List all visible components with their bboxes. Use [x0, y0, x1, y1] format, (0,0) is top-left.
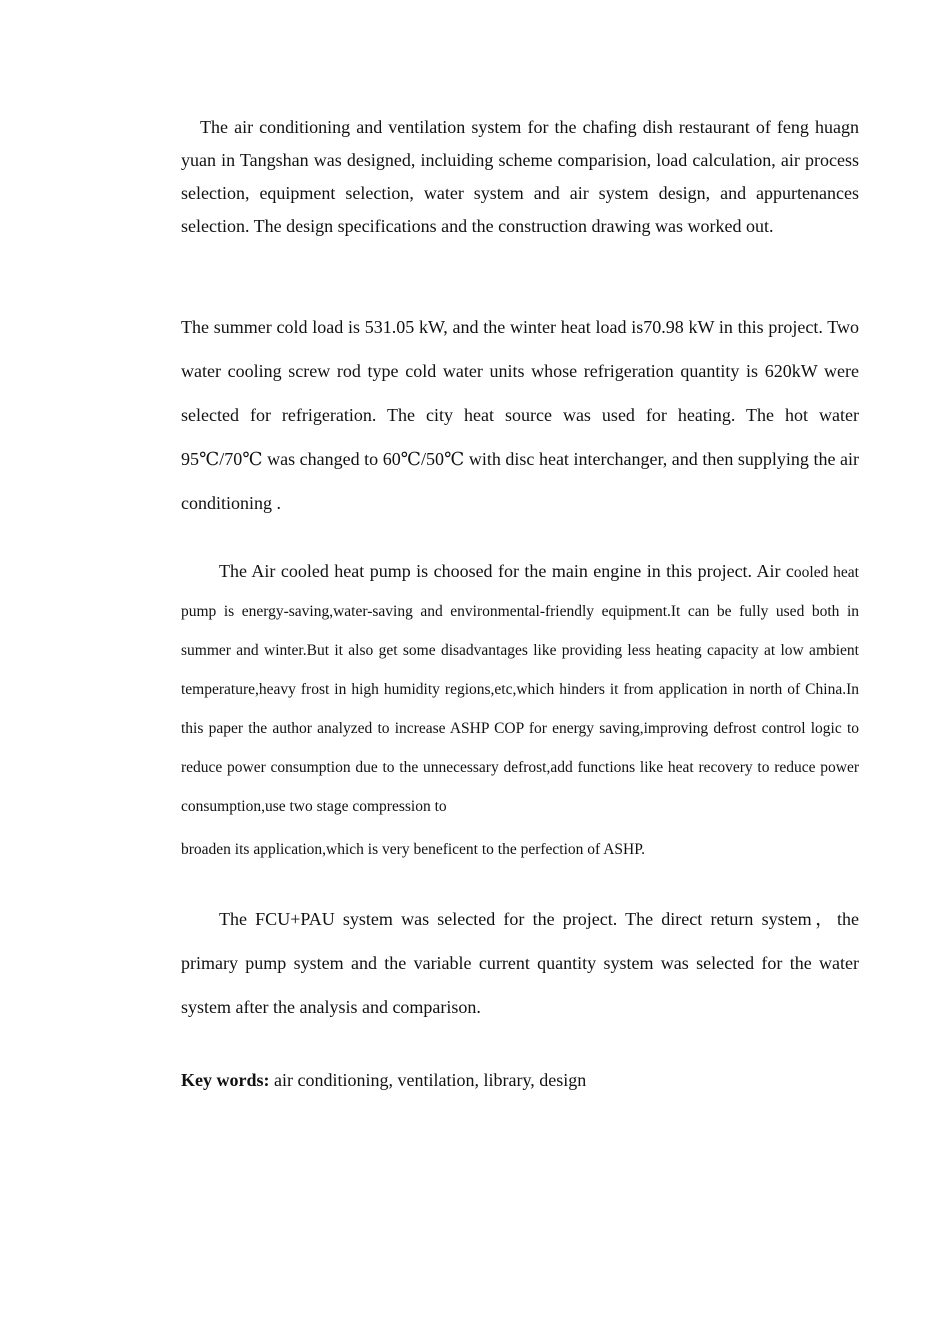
abstract-paragraph-2: The summer cold load is 531.05 kW, and the winter heat load is70.98 kW in this project. Two water cooling screw rod type cold water units whose refrigeration quantity is 620kW were selected for refrigeration. The city heat source was used for heating. The hot water 95℃/70℃ was changed to 60℃/50℃ with disc heat interchanger, and then supplying the air conditioning .: [181, 317, 859, 513]
abstract-paragraph-3-lead: The Air cooled heat pump is choosed for the main engine in this project. Air c: [219, 561, 794, 581]
abstract-paragraph-4: The FCU+PAU system was selected for the project. The direct return system，the primary pump system and the variable current quantity system was selected for the water system after the analysis and comparison.: [181, 909, 859, 1017]
abstract-paragraph-1: The air conditioning and ventilation system for the chafing dish restaurant of feng huagn yuan in Tangshan was designed, incluiding scheme comparision, load calculation, air process selection, equipment selection, water system and air system design, and appurtenances selection. The design specifications and the construction drawing was worked out.: [181, 117, 859, 236]
abstract-paragraph-3-body: ooled heat pump is energy-saving,water-saving and environmental-friendly equipment.It can be fully used both in summer and winter.But it also get some disadvantages like providing less heating capacity at low ambient temperature,heavy frost in high humidity regions,etc,which hinders it from application in north of China.In this paper the author analyzed to increase ASHP COP for energy saving,improving defrost control logic to reduce power consumption due to the unnecessary defrost,add functions like heat recovery to reduce power consumption,use two stage compression to: [181, 564, 859, 815]
keywords-text: air conditioning, ventilation, library, design: [269, 1070, 587, 1090]
abstract-paragraph-3: [181, 552, 859, 869]
abstract-paragraph-3-tail: broaden its application,which is very beneficent to the perfection of ASHP.: [181, 841, 646, 858]
keywords-label: Key words:: [181, 1070, 270, 1090]
keywords-line: [181, 1064, 859, 1097]
